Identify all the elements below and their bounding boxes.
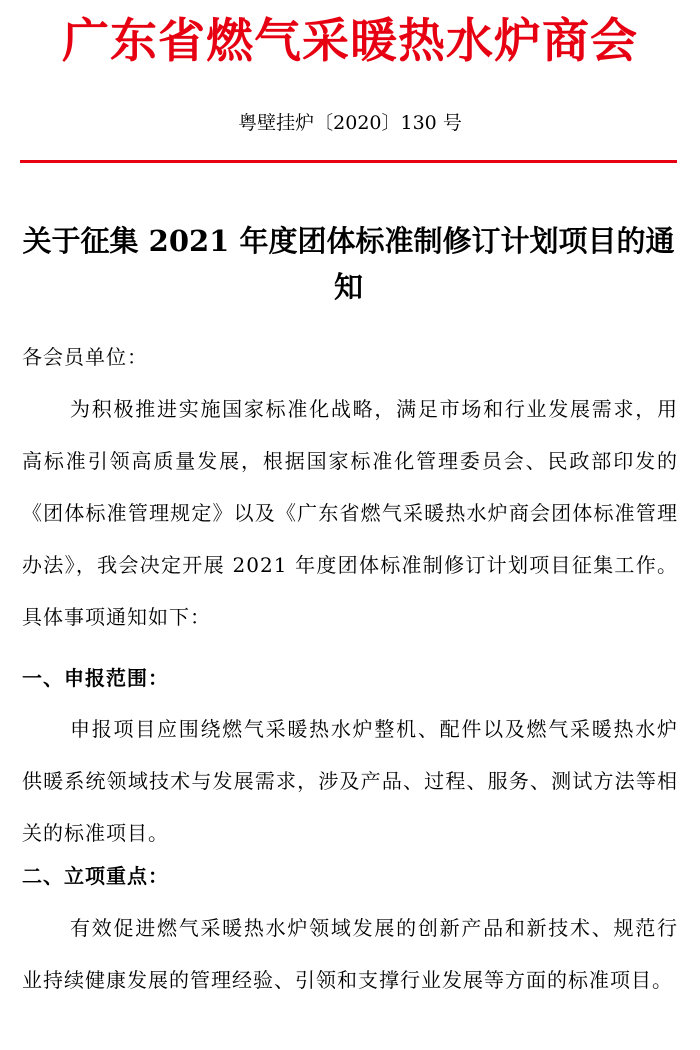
header-divider — [20, 160, 677, 163]
section-heading-priorities: 二、立项重点： — [22, 864, 169, 888]
document-number: 粤壁挂炉〔2020〕130 号 — [238, 112, 462, 134]
notice-title: 关于征集 2021 年度团体标准制修订计划项目的通知 — [22, 224, 675, 304]
salutation: 各会员单位： — [22, 345, 148, 369]
section-body-priorities: 有效促进燃气采暖热水炉领域发展的创新产品和新技术、规范行业持续健康发展的管理经验、引领和支撑行业发展等方面的标准项目。 — [22, 916, 678, 992]
section-body-scope: 申报项目应围绕燃气采暖热水炉整机、配件以及燃气采暖热水炉供暖系统领域技术与发展需求，涉及产品、过程、服务、测试方法等相关的标准项目。 — [22, 717, 678, 845]
intro-paragraph: 为积极推进实施国家标准化战略，满足市场和行业发展需求，用高标准引领高质量发展，根据国家标准化管理委员会、民政部印发的《团体标准管理规定》以及《广东省燃气采暖热水炉商会团体标准管理办法》，我会决定开展 2021 年度团体标准制修订计划项目征集工作。具体事项通知如下： — [22, 397, 678, 629]
organization-letterhead: 广东省燃气采暖热水炉商会 — [62, 14, 638, 69]
section-heading-scope: 一、申报范围： — [22, 666, 169, 690]
